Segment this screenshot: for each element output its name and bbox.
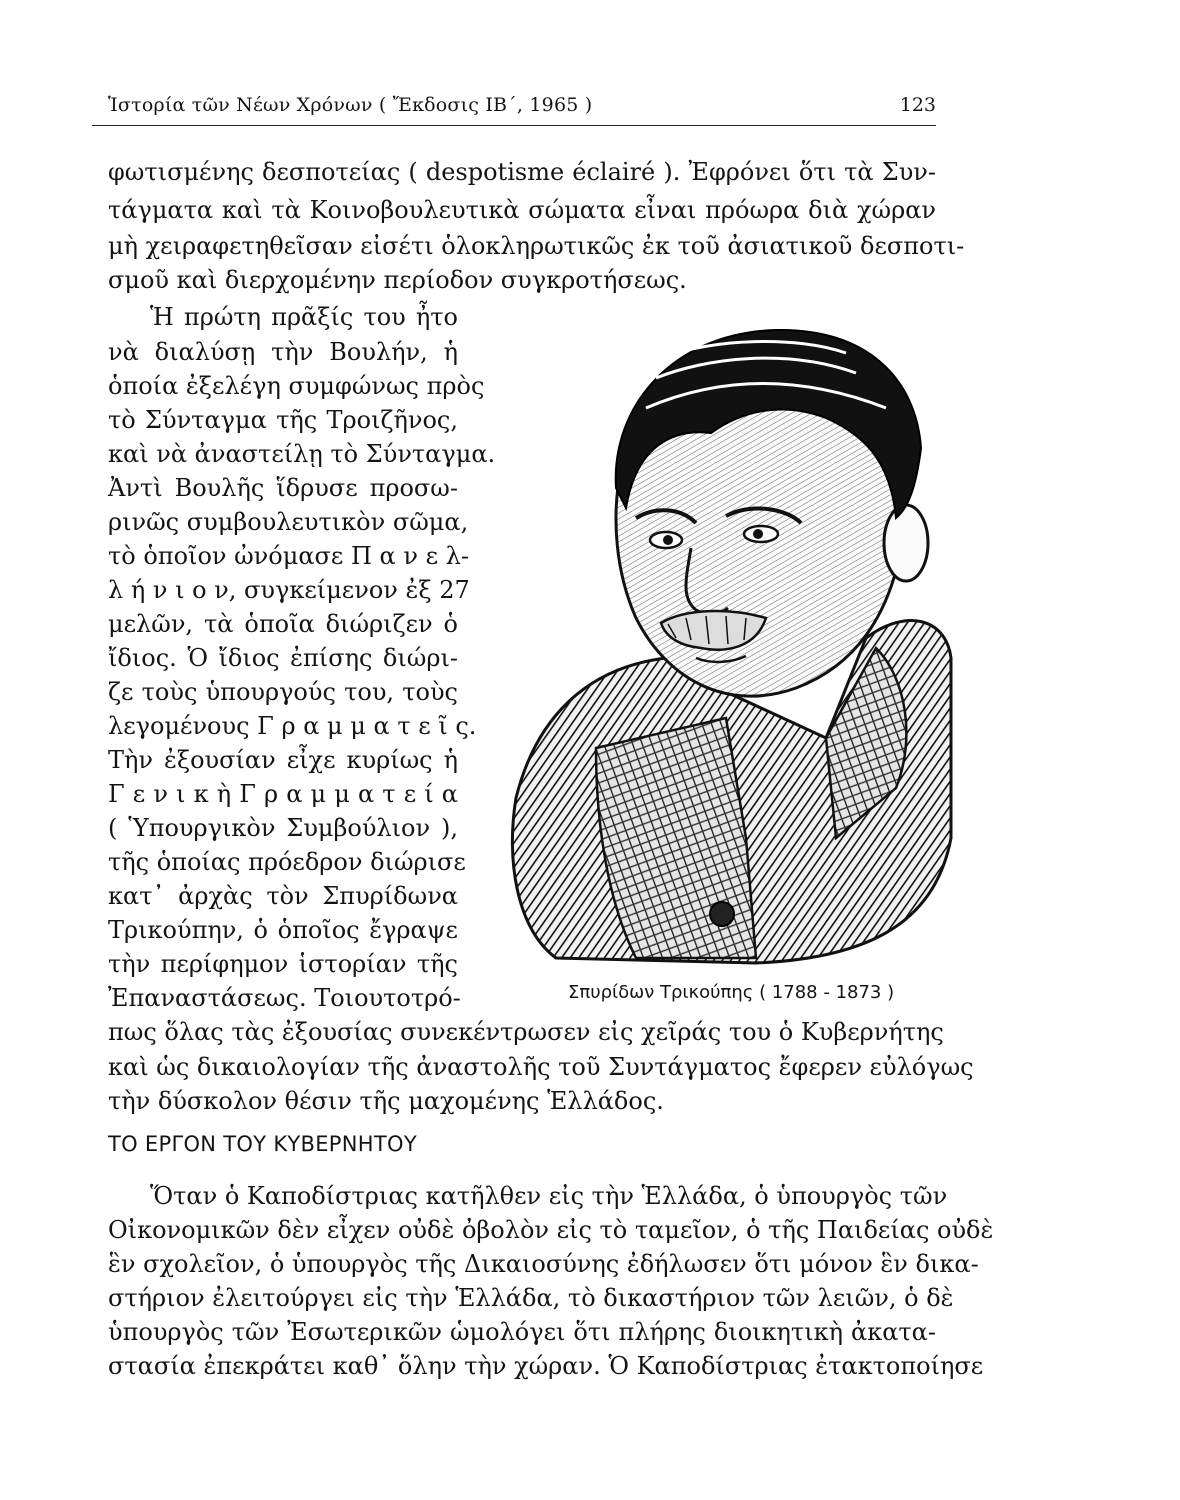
text-line: ὑπουργὸς τῶν Ἐσωτερικῶν ὡμολόγει ὅτι πλήρης διοικητικὴ ἀκατα- — [108, 1318, 936, 1346]
header-title: Ἱστορία τῶν Νέων Χρόνων ( Ἔκδοσις ΙΒ΄, 1965 ) — [108, 94, 593, 116]
header-rule — [92, 125, 936, 126]
text-line: ( Ὑπουργικὸν Συμβούλιον ), — [108, 814, 458, 842]
text-line: στασία ἐπεκράτει καθ᾽ ὅλην τὴν χώραν. Ὁ Καποδίστριας ἐτακτοποίησε — [108, 1352, 984, 1380]
text-line: πως ὅλας τὰς ἐξουσίας συνεκέντρωσεν εἰς χεῖράς του ὁ Κυβερνήτης — [108, 1018, 944, 1046]
section-heading: ΤΟ ΕΡΓΟΝ ΤΟΥ ΚΥΒΕΡΝΗΤΟΥ — [108, 1132, 417, 1156]
text-line: λ ή ν ι ο ν, συγκείμενον ἐξ 27 — [108, 576, 470, 604]
text-line: τὸ ὁποῖον ὠνόμασε Π α ν ε λ- — [108, 542, 469, 570]
text-line: Τρικούπην, ὁ ὁποῖος ἔγραψε — [108, 916, 458, 944]
running-header — [108, 94, 936, 122]
text-line: Οἰκονομικῶν δὲν εἶχεν οὐδὲ ὀβολὸν εἰς τὸ ταμεῖον, ὁ τῆς Παιδείας οὐδὲ — [108, 1216, 994, 1244]
text-line: σμοῦ καὶ διερχομένην περίοδον συγκροτήσεως. — [108, 266, 687, 294]
text-line: μὴ χειραφετηθεῖσαν εἰσέτι ὁλοκληρωτικῶς ἐκ τοῦ ἀσιατικοῦ δεσποτι- — [108, 232, 965, 260]
text-line: Τὴν ἐξουσίαν εἶχε κυρίως ἡ — [108, 746, 458, 774]
text-line: νὰ διαλύσῃ τὴν Βουλήν, ἡ — [108, 338, 458, 366]
text-line: λεγομένους Γ ρ α μ μ α τ ε ῖ ς. — [108, 712, 477, 740]
portrait-engraving — [496, 318, 956, 968]
text-line: κατ᾽ ἀρχὰς τὸν Σπυρίδωνα — [108, 882, 458, 910]
text-line: φωτισμένης δεσποτείας ( despotisme éclairé ). Ἐφρόνει ὅτι τὰ Συν- — [108, 158, 936, 186]
text-line: Ἐπαναστάσεως. Τοιουτοτρό- — [108, 984, 461, 1012]
text-line: στήριον ἐλειτούργει εἰς τὴν Ἑλλάδα, τὸ δικαστήριον τῶν λειῶν, ὁ δὲ — [108, 1284, 954, 1312]
text-line: ὁποία ἐξελέγη συμφώνως πρὸς — [108, 372, 485, 400]
text-line: ζε τοὺς ὑπουργούς του, τοὺς — [108, 678, 458, 706]
text-line: καὶ ὡς δικαιολογίαν τῆς ἀναστολῆς τοῦ Συντάγματος ἔφερεν εὐλόγως — [108, 1053, 974, 1081]
text-line: Γ ε ν ι κ ὴ Γ ρ α μ μ α τ ε ί α — [108, 780, 458, 808]
portrait-caption: Σπυρίδων Τρικούπης ( 1788 - 1873 ) — [568, 982, 895, 1003]
text-line: καὶ νὰ ἀναστείλῃ τὸ Σύνταγμα. — [108, 440, 496, 468]
text-line: τῆς ὁποίας πρόεδρον διώρισε — [108, 848, 466, 876]
text-line: Ἀντὶ Βουλῆς ἵδρυσε προσω- — [108, 474, 458, 502]
text-line: μελῶν, τὰ ὁποῖα διώριζεν ὁ — [108, 610, 458, 638]
text-line: τάγματα καὶ τὰ Κοινοβουλευτικὰ σώματα εἶναι πρόωρα διὰ χώραν — [108, 196, 936, 224]
text-line: ἓν σχολεῖον, ὁ ὑπουργὸς τῆς Δικαιοσύνης ἐδήλωσεν ὅτι μόνον ἓν δικα- — [108, 1250, 979, 1278]
page-number: 123 — [899, 94, 936, 116]
coat-button — [710, 902, 734, 926]
text-line: ἴδιος. Ὁ ἴδιος ἐπίσης διώρι- — [108, 644, 458, 672]
text-line: Ἡ πρώτη πρᾶξίς του ἦτο — [150, 303, 458, 331]
text-line: τὸ Σύνταγμα τῆς Τροιζῆνος, — [108, 406, 458, 434]
text-line: τὴν δύσκολον θέσιν τῆς μαχομένης Ἑλλάδος. — [108, 1087, 664, 1115]
text-line: τὴν περίφημον ἱστορίαν τῆς — [108, 950, 458, 978]
text-line: Ὅταν ὁ Καποδίστριας κατῆλθεν εἰς τὴν Ἑλλάδα, ὁ ὑπουργὸς τῶν — [150, 1182, 948, 1210]
text-line: ρινῶς συμβουλευτικὸν σῶμα, — [108, 508, 469, 536]
